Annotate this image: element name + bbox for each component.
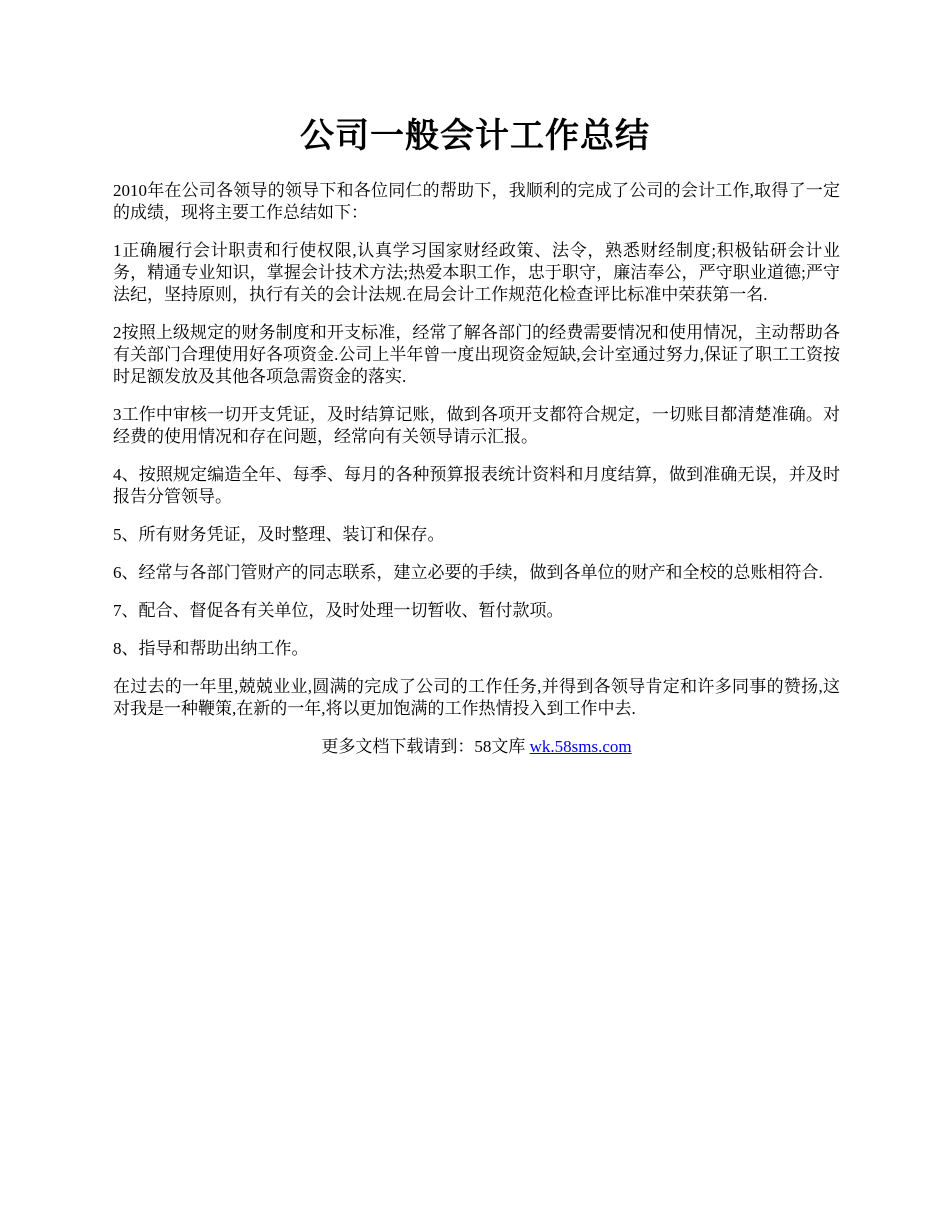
item-7-paragraph: 7、配合、督促各有关单位，及时处理一切暂收、暂付款项。 <box>113 601 564 620</box>
document-title: 公司一般会计工作总结 <box>300 118 650 155</box>
item-5-paragraph: 5、所有财务凭证，及时整理、装订和保存。 <box>113 525 445 544</box>
item-2-paragraph: 2按照上级规定的财务制度和开支标准，经常了解各部门的经费需要情况和使用情况，主动帮助各有关部门合理使用好各项资金.公司上半年曾一度出现资金短缺,会计室通过努力,保证了职工工资按时足额发放及其他各项急需资金的落实. <box>113 323 840 386</box>
footer-prefix: 更多文档下载请到：58文库 <box>321 737 526 756</box>
document-body <box>113 180 840 758</box>
item-3-paragraph: 3工作中审核一切开支凭证，及时结算记账，做到各项开支都符合规定，一切账目都清楚准确。对经费的使用情况和存在问题，经常向有关领导请示汇报。 <box>113 405 840 446</box>
item-1-paragraph: 1正确履行会计职责和行使权限,认真学习国家财经政策、法令，熟悉财经制度;积极钻研会计业务，精通专业知识，掌握会计技术方法;热爱本职工作，忠于职守，廉洁奉公，严守职业道德;严守法纪，坚持原则，执行有关的会计法规.在局会计工作规范化检查评比标准中荣获第一名. <box>113 241 840 304</box>
closing-paragraph: 在过去的一年里,兢兢业业,圆满的完成了公司的工作任务,并得到各领导肯定和许多同事的赞扬,这对我是一种鞭策,在新的一年,将以更加饱满的工作热情投入到工作中去. <box>113 677 840 718</box>
intro-paragraph: 2010年在公司各领导的领导下和各位同仁的帮助下，我顺利的完成了公司的会计工作,取得了一定的成绩，现将主要工作总结如下： <box>113 181 840 222</box>
footer-link[interactable]: wk.58sms.com <box>529 737 632 756</box>
download-footer <box>113 736 840 758</box>
item-8-paragraph: 8、指导和帮助出纳工作。 <box>113 639 309 658</box>
item-6-paragraph: 6、经常与各部门管财产的同志联系，建立必要的手续，做到各单位的财产和全校的总账相符合. <box>113 563 823 582</box>
item-4-paragraph: 4、按照规定编造全年、每季、每月的各种预算报表统计资料和月度结算，做到准确无误，并及时报告分管领导。 <box>113 465 840 506</box>
